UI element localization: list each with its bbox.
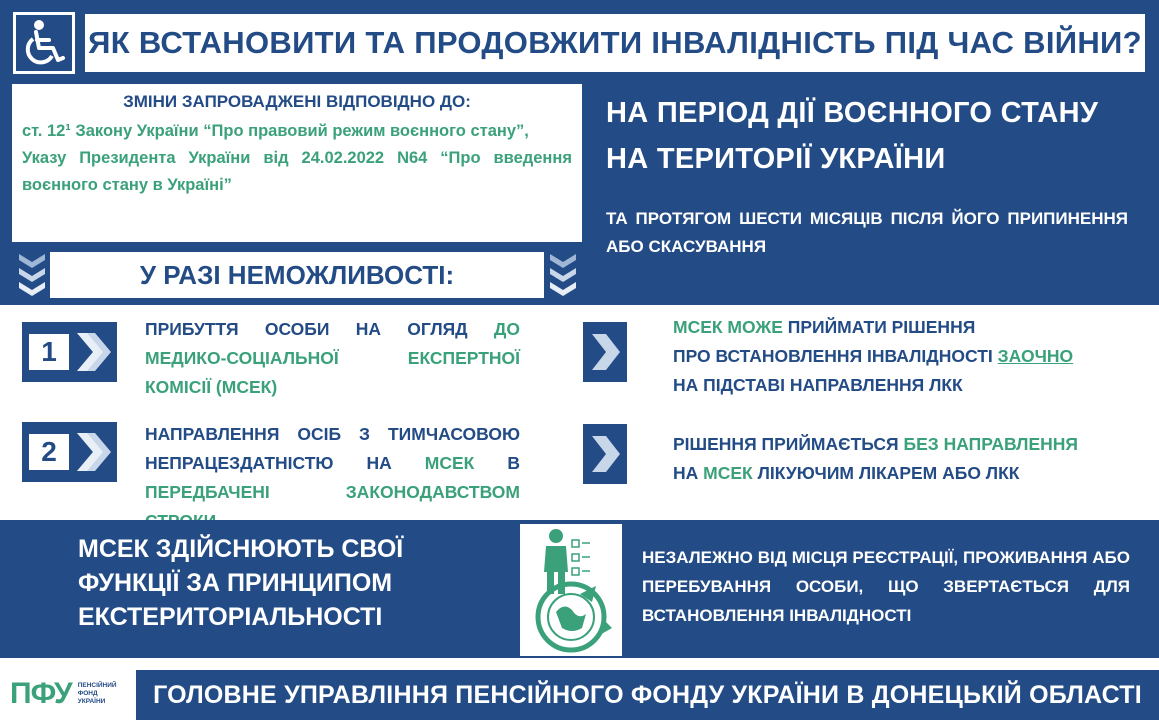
step-number: 1 <box>29 334 69 370</box>
decree-reference: Указу Президента України від 24.02.2022 N64 “Про введення воєнного стану в Україні” <box>22 149 572 194</box>
pfu-logo-caption <box>78 682 117 706</box>
law-reference: ст. 12¹ Закону України “Про правовий режим воєнного стану”, <box>22 122 529 140</box>
footer-bar <box>136 670 1159 720</box>
step-number: 2 <box>29 434 69 470</box>
result-2-highlight: БЕЗ НАПРАВЛЕННЯ <box>903 434 1078 454</box>
result-2-part: НА <box>673 463 704 483</box>
result-1-part: ПРО ВСТАНОВЛЕННЯ ІНВАЛІДНОСТІ <box>673 346 998 366</box>
pfu-logo-line: ПЕНСІЙНИЙ <box>77 682 117 689</box>
martial-law-subtitle: ТА ПРОТЯГОМ ШЕСТИ МІСЯЦІВ ПІСЛЯ ЙОГО ПРИПИНЕННЯ АБО СКАСУВАННЯ <box>606 209 1128 256</box>
martial-law-title: НА ПЕРІОД ДІЇ ВОЄННОГО СТАНУ НА ТЕРИТОРІЇ УКРАЇНИ <box>606 97 1099 175</box>
result-1-arrow <box>583 322 627 382</box>
person-globe-icon <box>520 524 622 656</box>
step-1-text-part: ПРИБУТТЯ ОСОБИ НА ОГЛЯД <box>145 319 494 339</box>
title-box <box>85 14 1145 72</box>
pfu-logo-line: УКРАЇНИ <box>77 698 106 705</box>
step-1-badge <box>22 322 117 382</box>
step-1-text-highlight: ДО МЕДИКО-СОЦІАЛЬНОЇ ЕКСПЕРТНОЇ <box>145 319 520 368</box>
result-1-part: ПРИЙМАТИ РІШЕННЯ <box>782 317 976 337</box>
step-1-text <box>145 315 520 402</box>
pfu-logo-line: ФОНД <box>77 690 98 697</box>
impossibility-box <box>50 252 544 298</box>
pfu-logo <box>10 670 130 718</box>
changes-heading: ЗМІНИ ЗАПРОВАДЖЕНІ ВІДПОВІДНО ДО: <box>123 92 471 111</box>
chevron-right-icon <box>73 431 113 473</box>
pfu-logo-mark: ПФУ <box>10 677 72 710</box>
regardless-note: НЕЗАЛЕЖНО ВІД МІСЦЯ РЕЄСТРАЦІЇ, ПРОЖИВАННЯ АБО ПЕРЕБУВАННЯ ОСОБИ, ЩО ЗВЕРТАЄТЬСЯ ДЛЯ ВСТАНОВЛЕННЯ ІНВАЛІДНОСТІ <box>642 548 1130 625</box>
result-2-part: РІШЕННЯ ПРИЙМАЄТЬСЯ <box>673 434 904 454</box>
chevron-down-icon <box>548 252 578 298</box>
changes-panel <box>12 84 582 242</box>
page-title: ЯК ВСТАНОВИТИ ТА ПРОДОВЖИТИ ІНВАЛІДНІСТЬ ПІД ЧАС ВІЙНИ? <box>88 25 1142 60</box>
step-1-text-highlight: КОМІСІЇ (МСЕК) <box>145 377 278 397</box>
result-1-highlight: МСЕК МОЖЕ <box>673 317 783 337</box>
step-2-badge <box>22 422 117 482</box>
step-2-text-part: В <box>474 453 520 473</box>
principle-text: МСЕК ЗДІЙСНЮЮТЬ СВОЇ ФУНКЦІЇ ЗА ПРИНЦИПОМ ЕКСТЕРИТОРІАЛЬНОСТІ <box>78 535 404 631</box>
step-2-text <box>145 420 520 536</box>
step-2-text-highlight: МСЕК <box>424 453 475 473</box>
result-1-text <box>673 313 1133 400</box>
result-2-part: ЛІКУЮЧИМ ЛІКАРЕМ АБО ЛКК <box>752 463 1020 483</box>
chevron-right-icon <box>588 434 622 474</box>
impossibility-label: У РАЗІ НЕМОЖЛИВОСТІ: <box>139 259 455 290</box>
chevron-down-icon <box>17 252 47 298</box>
step-2-text-part: НАПРАВЛЕННЯ ОСІБ З ТИМЧАСОВОЮ НЕПРАЦЕЗДАТНІСТЮ НА <box>145 424 520 473</box>
chevron-right-icon <box>588 332 622 372</box>
wheelchair-icon <box>13 12 75 74</box>
step-2-text-highlight: ПЕРЕДБАЧЕНІ ЗАКОНОДАВСТВОМ <box>145 482 520 502</box>
result-1-part: НА ПІДСТАВІ НАПРАВЛЕННЯ ЛКК <box>673 375 963 395</box>
footer-text: ГОЛОВНЕ УПРАВЛІННЯ ПЕНСІЙНОГО ФОНДУ УКРАЇНИ В ДОНЕЦЬКІЙ ОБЛАСТІ <box>153 680 1142 709</box>
chevron-right-icon <box>73 331 113 373</box>
result-2-highlight: МСЕК <box>703 463 753 483</box>
result-2-arrow <box>583 424 627 484</box>
result-2-text <box>673 430 1133 488</box>
result-1-highlight: ЗАОЧНО <box>997 346 1074 366</box>
